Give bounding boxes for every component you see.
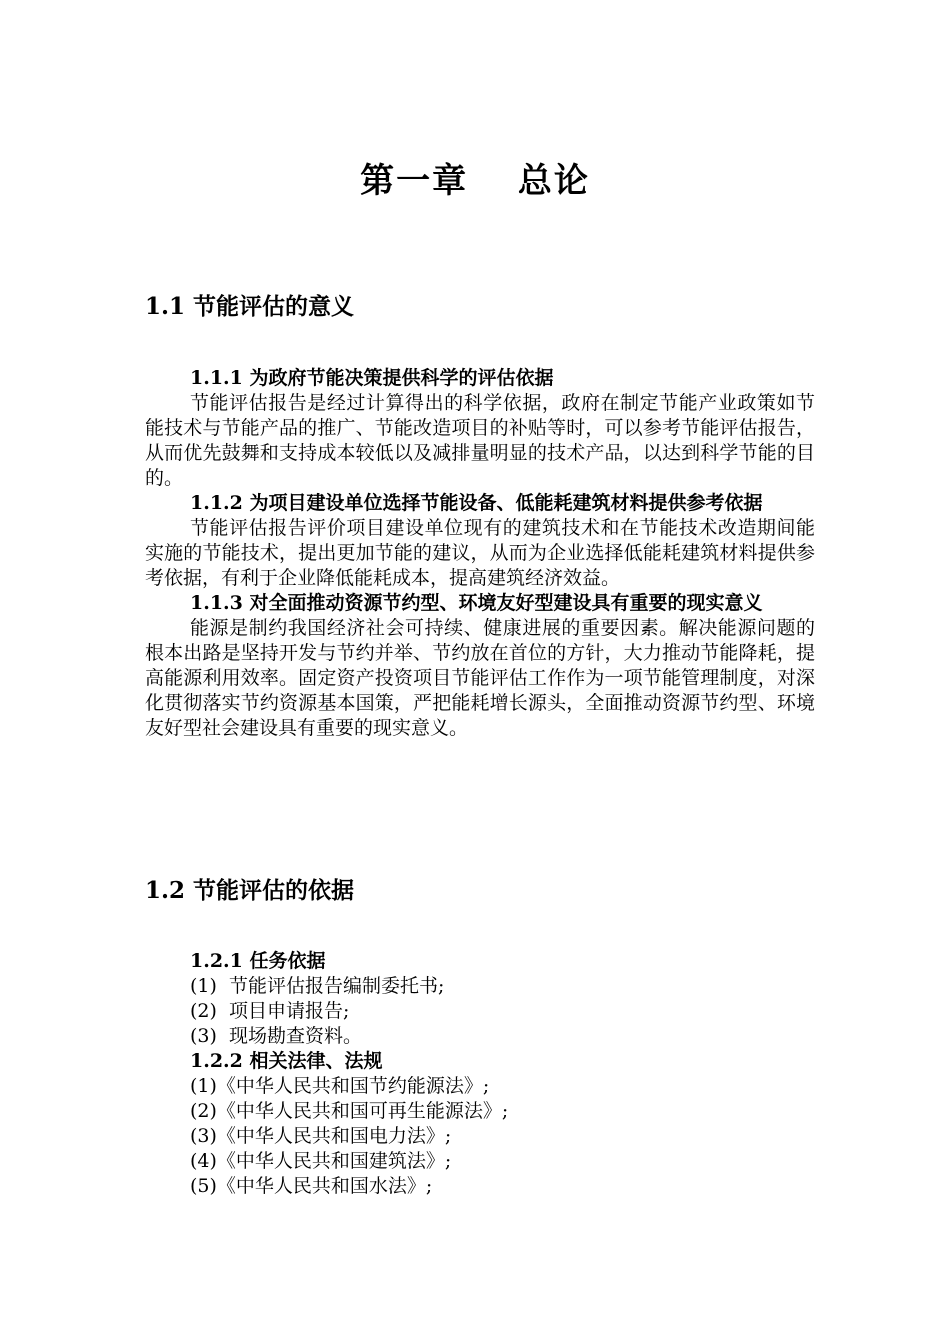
list-item: (2) 项目申请报告; (190, 1000, 350, 1022)
subsection-title-1-1-3: 1.1.3 对全面推动资源节约型、环境友好型建设具有重要的现实意义 (190, 592, 763, 614)
subsection-title-1-2-1: 1.2.1 任务依据 (190, 950, 326, 972)
list-item: (3) 现场勘查资料。 (190, 1025, 362, 1047)
section-1-1-body (145, 366, 815, 741)
paragraph-1-1-3: 能源是制约我国经济社会可持续、健康进展的重要因素。解决能源问题的根本出路是坚持开发与节约并举、节约放在首位的方针，大力推动节能降耗，提高能源利用效率。固定资产投资项目节能评估工作作为一项节能管理制度，对深化贯彻落实节约资源基本国策，严把能耗增长源头，全面推动资源节约型、环境友好型社会建设具有重要的现实意义。 (145, 617, 815, 739)
paragraph-1-1-1: 节能评估报告是经过计算得出的科学依据，政府在制定节能产业政策如节能技术与节能产品的推广、节能改造项目的补贴等时，可以参考节能评估报告，从而优先鼓舞和支持成本较低以及减排量明显的技术产品，以达到科学节能的目的。 (145, 392, 815, 489)
chapter-title: 第一章 总论 (360, 161, 590, 201)
section-1-2-body (190, 949, 810, 1199)
list-item: (1)《中华人民共和国节约能源法》; (190, 1075, 490, 1097)
paragraph-1-1-2: 节能评估报告评价项目建设单位现有的建筑技术和在节能技术改造期间能实施的节能技术，提出更加节能的建议，从而为企业选择低能耗建筑材料提供参考依据，有利于企业降低能耗成本，提高建筑经济效益。 (145, 517, 815, 589)
subsection-title-1-2-2: 1.2.2 相关法律、法规 (190, 1050, 383, 1072)
section-title-1-1: 1.1 节能评估的意义 (145, 293, 355, 320)
subsection-title-1-1-1: 1.1.1 为政府节能决策提供科学的评估依据 (190, 367, 554, 389)
section-title-1-2: 1.2 节能评估的依据 (145, 877, 355, 904)
subsection-title-1-1-2: 1.1.2 为项目建设单位选择节能设备、低能耗建筑材料提供参考依据 (190, 492, 763, 514)
list-item: (1) 节能评估报告编制委托书; (190, 975, 445, 997)
list-item: (5)《中华人民共和国水法》; (190, 1175, 433, 1197)
list-item: (3)《中华人民共和国电力法》; (190, 1125, 452, 1147)
list-item: (2)《中华人民共和国可再生能源法》; (190, 1100, 509, 1122)
list-item: (4)《中华人民共和国建筑法》; (190, 1150, 452, 1172)
